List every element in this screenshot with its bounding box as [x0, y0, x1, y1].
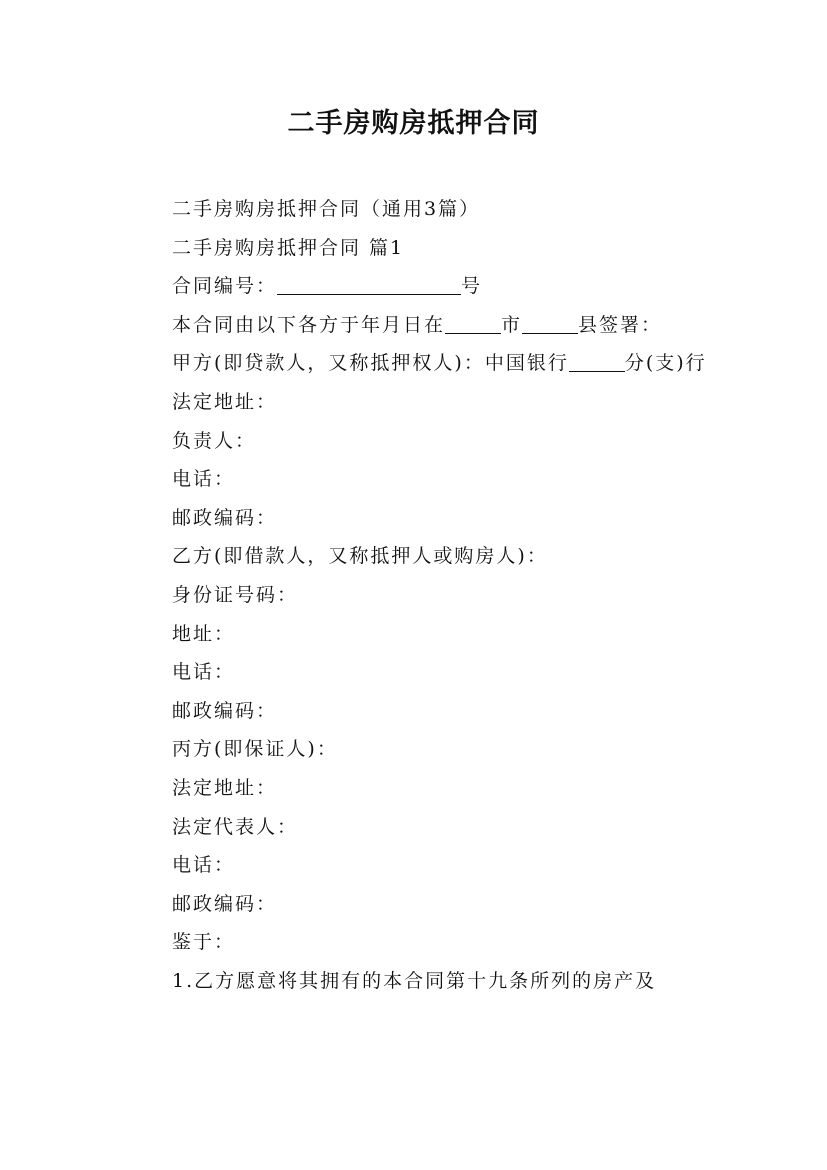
paragraph-line	[126, 615, 711, 654]
text-line: 法定地址：	[172, 776, 278, 799]
text-line: 电话：	[172, 661, 236, 684]
paragraph-line	[126, 460, 711, 499]
text-contract-number-suffix: 号	[461, 275, 483, 298]
text-line: 邮政编码：	[172, 892, 278, 915]
document-body	[126, 190, 711, 1000]
text-line: 鉴于：	[172, 931, 236, 954]
paragraph-line	[126, 499, 711, 538]
text-signing-b: 市	[501, 313, 523, 336]
blank-contract-number	[277, 274, 461, 295]
text-line: 身份证号码：	[172, 583, 299, 606]
text-line: 电话：	[172, 854, 236, 877]
paragraph-line	[126, 383, 711, 422]
text-line: 法定地址：	[172, 390, 278, 413]
text-line: 电话：	[172, 468, 236, 491]
paragraph-contract-number	[126, 267, 711, 306]
blank-county	[522, 313, 578, 334]
text-line: 邮政编码：	[172, 699, 278, 722]
text-heading: 二手房购房抵押合同（通用3篇）	[172, 198, 481, 220]
paragraph-line	[126, 846, 711, 885]
paragraph-line	[126, 808, 711, 847]
blank-city	[445, 313, 501, 334]
text-contract-number-label: 合同编号：	[172, 275, 278, 298]
text-line: 负责人：	[172, 429, 257, 452]
paragraph-line	[126, 537, 711, 576]
blank-branch	[569, 351, 625, 372]
text-signing-c: 县签署：	[578, 313, 663, 336]
text-party-a-branch: 分(支)行	[624, 352, 707, 375]
text-section: 二手房购房抵押合同 篇1	[172, 236, 405, 259]
paragraph-line	[126, 730, 711, 769]
paragraph-line	[126, 885, 711, 924]
paragraph-line	[126, 923, 711, 962]
paragraph-party-a	[126, 344, 711, 383]
document-title: 二手房购房抵押合同	[287, 108, 540, 139]
text-party-a: 甲方(即贷款人，又称抵押权人)：中国银行	[172, 352, 569, 375]
text-line: 法定代表人：	[172, 815, 299, 838]
paragraph-signing	[126, 306, 711, 345]
paragraph-line	[126, 692, 711, 731]
text-line: 邮政编码：	[172, 506, 278, 529]
text-line: 地址：	[172, 622, 236, 645]
paragraph-line	[126, 962, 711, 1001]
text-line: 1.乙方愿意将其拥有的本合同第十九条所列的房产及	[172, 969, 657, 992]
paragraph-line	[126, 653, 711, 692]
paragraph-line	[126, 576, 711, 615]
text-signing-a: 本合同由以下各方于年月日在	[172, 313, 446, 336]
paragraph-heading	[126, 190, 711, 229]
text-line: 丙方(即保证人)：	[172, 738, 338, 761]
paragraph-line	[126, 422, 711, 461]
text-line: 乙方(即借款人，又称抵押人或购房人)：	[172, 545, 548, 568]
paragraph-line	[126, 769, 711, 808]
paragraph-section	[126, 229, 711, 268]
